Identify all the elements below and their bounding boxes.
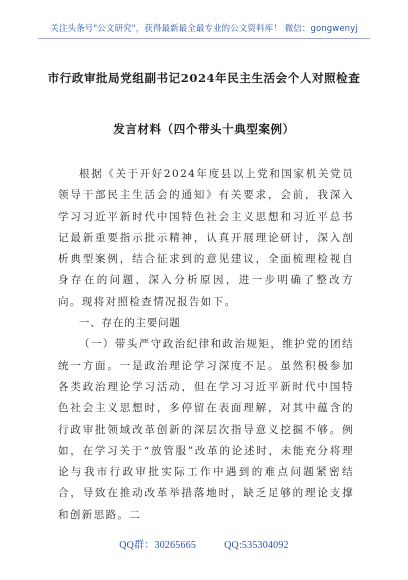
document-body [58,164,354,526]
header-divider [38,38,370,39]
header-banner: 关注头条号"公文研究"，获得最新最全最专业的公文资料库！ 微信：gongwenyj [50,24,358,34]
intro-paragraph: 根据《关于开好2024年度县以上党和国家机关党员领导干部民主生活会的通知》有关要求，会前，我深入学习习近平新时代中国特色社会主义思想和习近平总书记最新重要指示批示精神，认真开展理论研讨，深入剖析典型案例，结合征求到的意见建议，全面梳理检视自身存在的问题，深入分析原因，进一步明确了整改方向。现将对照检查情况报告如下。 [58,168,354,308]
footer-contact [0,536,408,551]
document-subtitle: 发言材料（四个带头十典型案例） [113,122,295,136]
footer-qq-group: QQ群：30265665 [119,540,197,551]
footer-qq: QQ:535304092 [224,540,289,551]
section-paragraph: （一）带头严守政治纪律和政治规矩，维护党的团结统一方面。一是政治理论学习深度不足。虽然积极参加各类政治理论学习活动，但在学习习近平新时代中国特色社会主义思想时，多停留在表面理解，对其中蕴含的行政审批领域改革创新的深层次指导意义挖掘不够。例如，在学习关于“放管服”改革的论述时，未能充分将理论与我市行政审批实际工作中遇到的难点问题紧密结合，导致在推动改革举措落地时，缺乏足够的理论支撑和创新思路。二 [58,338,354,521]
section-heading: 一、存在的主要问题 [79,317,181,330]
document-title: 市行政审批局党组副书记2024年民主生活会个人对照检查 [47,71,361,85]
